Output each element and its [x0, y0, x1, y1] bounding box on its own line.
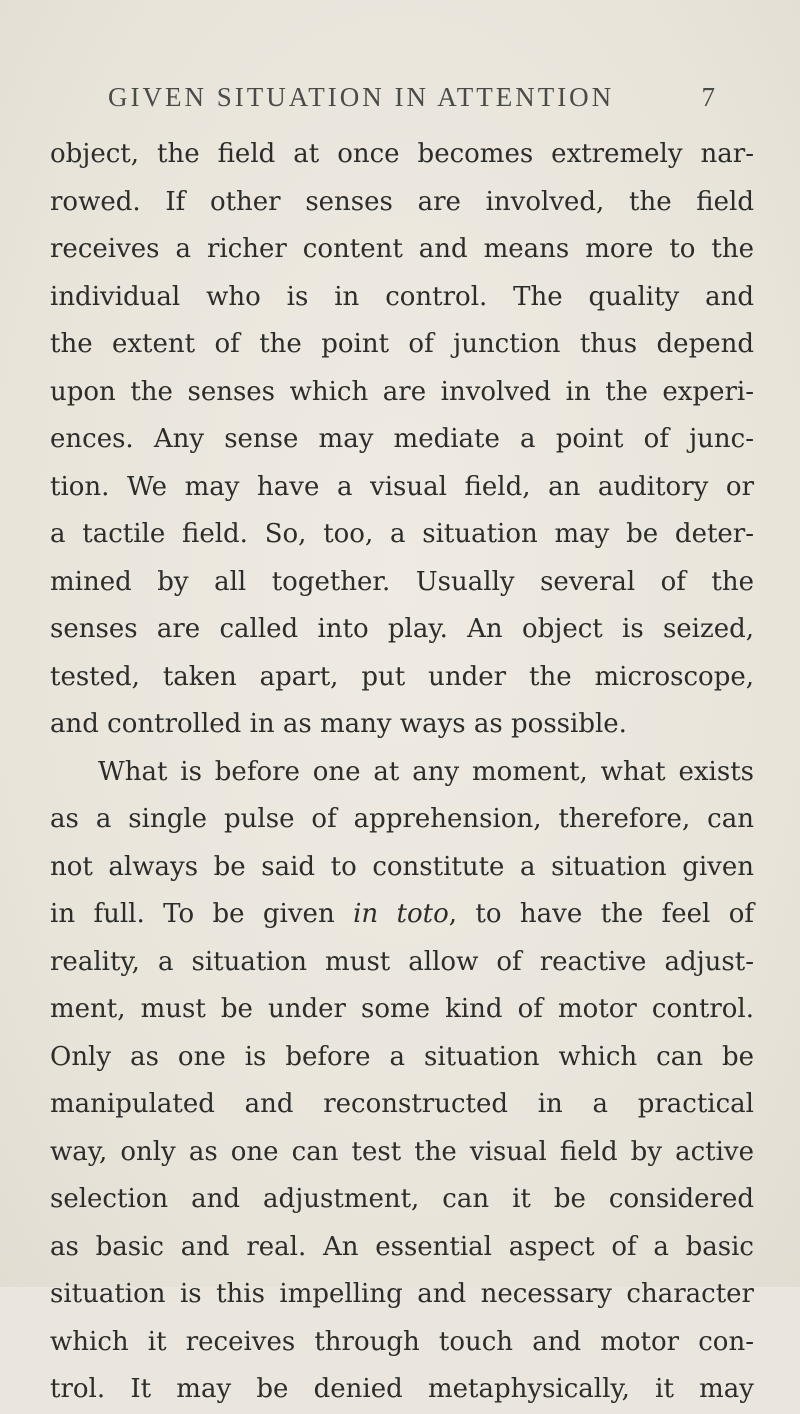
text-line: Only as one is before a situation which can be	[50, 1041, 754, 1072]
text-line: the extent of the point of junction thus depend	[50, 329, 754, 359]
text-line: mined by all together. Usually several of the	[50, 566, 754, 597]
page-number: 7	[701, 82, 718, 112]
text-line: trol. It may be denied metaphysically, it may	[50, 1374, 754, 1404]
text-line: rowed. If other senses are involved, the field	[50, 186, 754, 217]
italic-phrase: in toto	[353, 899, 449, 929]
text-line: tion. We may have a visual field, an auditory or	[50, 471, 754, 502]
text-line: which it receives through touch and motor con-	[50, 1326, 754, 1357]
text-line: as basic and real. An essential aspect of a basic	[50, 1231, 754, 1262]
running-head	[108, 82, 718, 122]
text-line: receives a richer content and means more to the	[50, 234, 754, 264]
text-line: ences. Any sense may mediate a point of junc-	[50, 424, 754, 454]
text-line: situation is this impelling and necessary character	[50, 1279, 754, 1309]
text-line: object, the field at once becomes extremely nar-	[50, 139, 754, 169]
text-line: upon the senses which are involved in the experi-	[50, 376, 754, 407]
text-line: a tactile field. So, too, a situation may be deter-	[50, 519, 754, 549]
text-line: as a single pulse of apprehension, therefore, can	[50, 804, 754, 834]
text-line: selection and adjustment, can it be considered	[50, 1184, 754, 1214]
body-text	[50, 131, 754, 1414]
text-line: tested, taken apart, put under the microscope,	[50, 661, 754, 692]
text-line: in full. To be given in toto, to have the feel of	[50, 899, 754, 929]
text-line: senses are called into play. An object is seized,	[50, 614, 754, 644]
text-line: not always be said to constitute a situation given	[50, 851, 754, 882]
text-line: manipulated and reconstructed in a practical	[50, 1089, 754, 1119]
paragraph-start-line: What is before one at any moment, what exists	[98, 756, 754, 787]
text-line: individual who is in control. The quality and	[50, 281, 754, 312]
running-head-title: GIVEN SITUATION IN ATTENTION	[108, 82, 615, 112]
text-line: ment, must be under some kind of motor control.	[50, 994, 754, 1024]
paragraph-end-line: and controlled in as many ways as possible.	[50, 709, 627, 739]
text-line: way, only as one can test the visual field by active	[50, 1136, 754, 1167]
text-line: reality, a situation must allow of reactive adjust-	[50, 946, 754, 977]
